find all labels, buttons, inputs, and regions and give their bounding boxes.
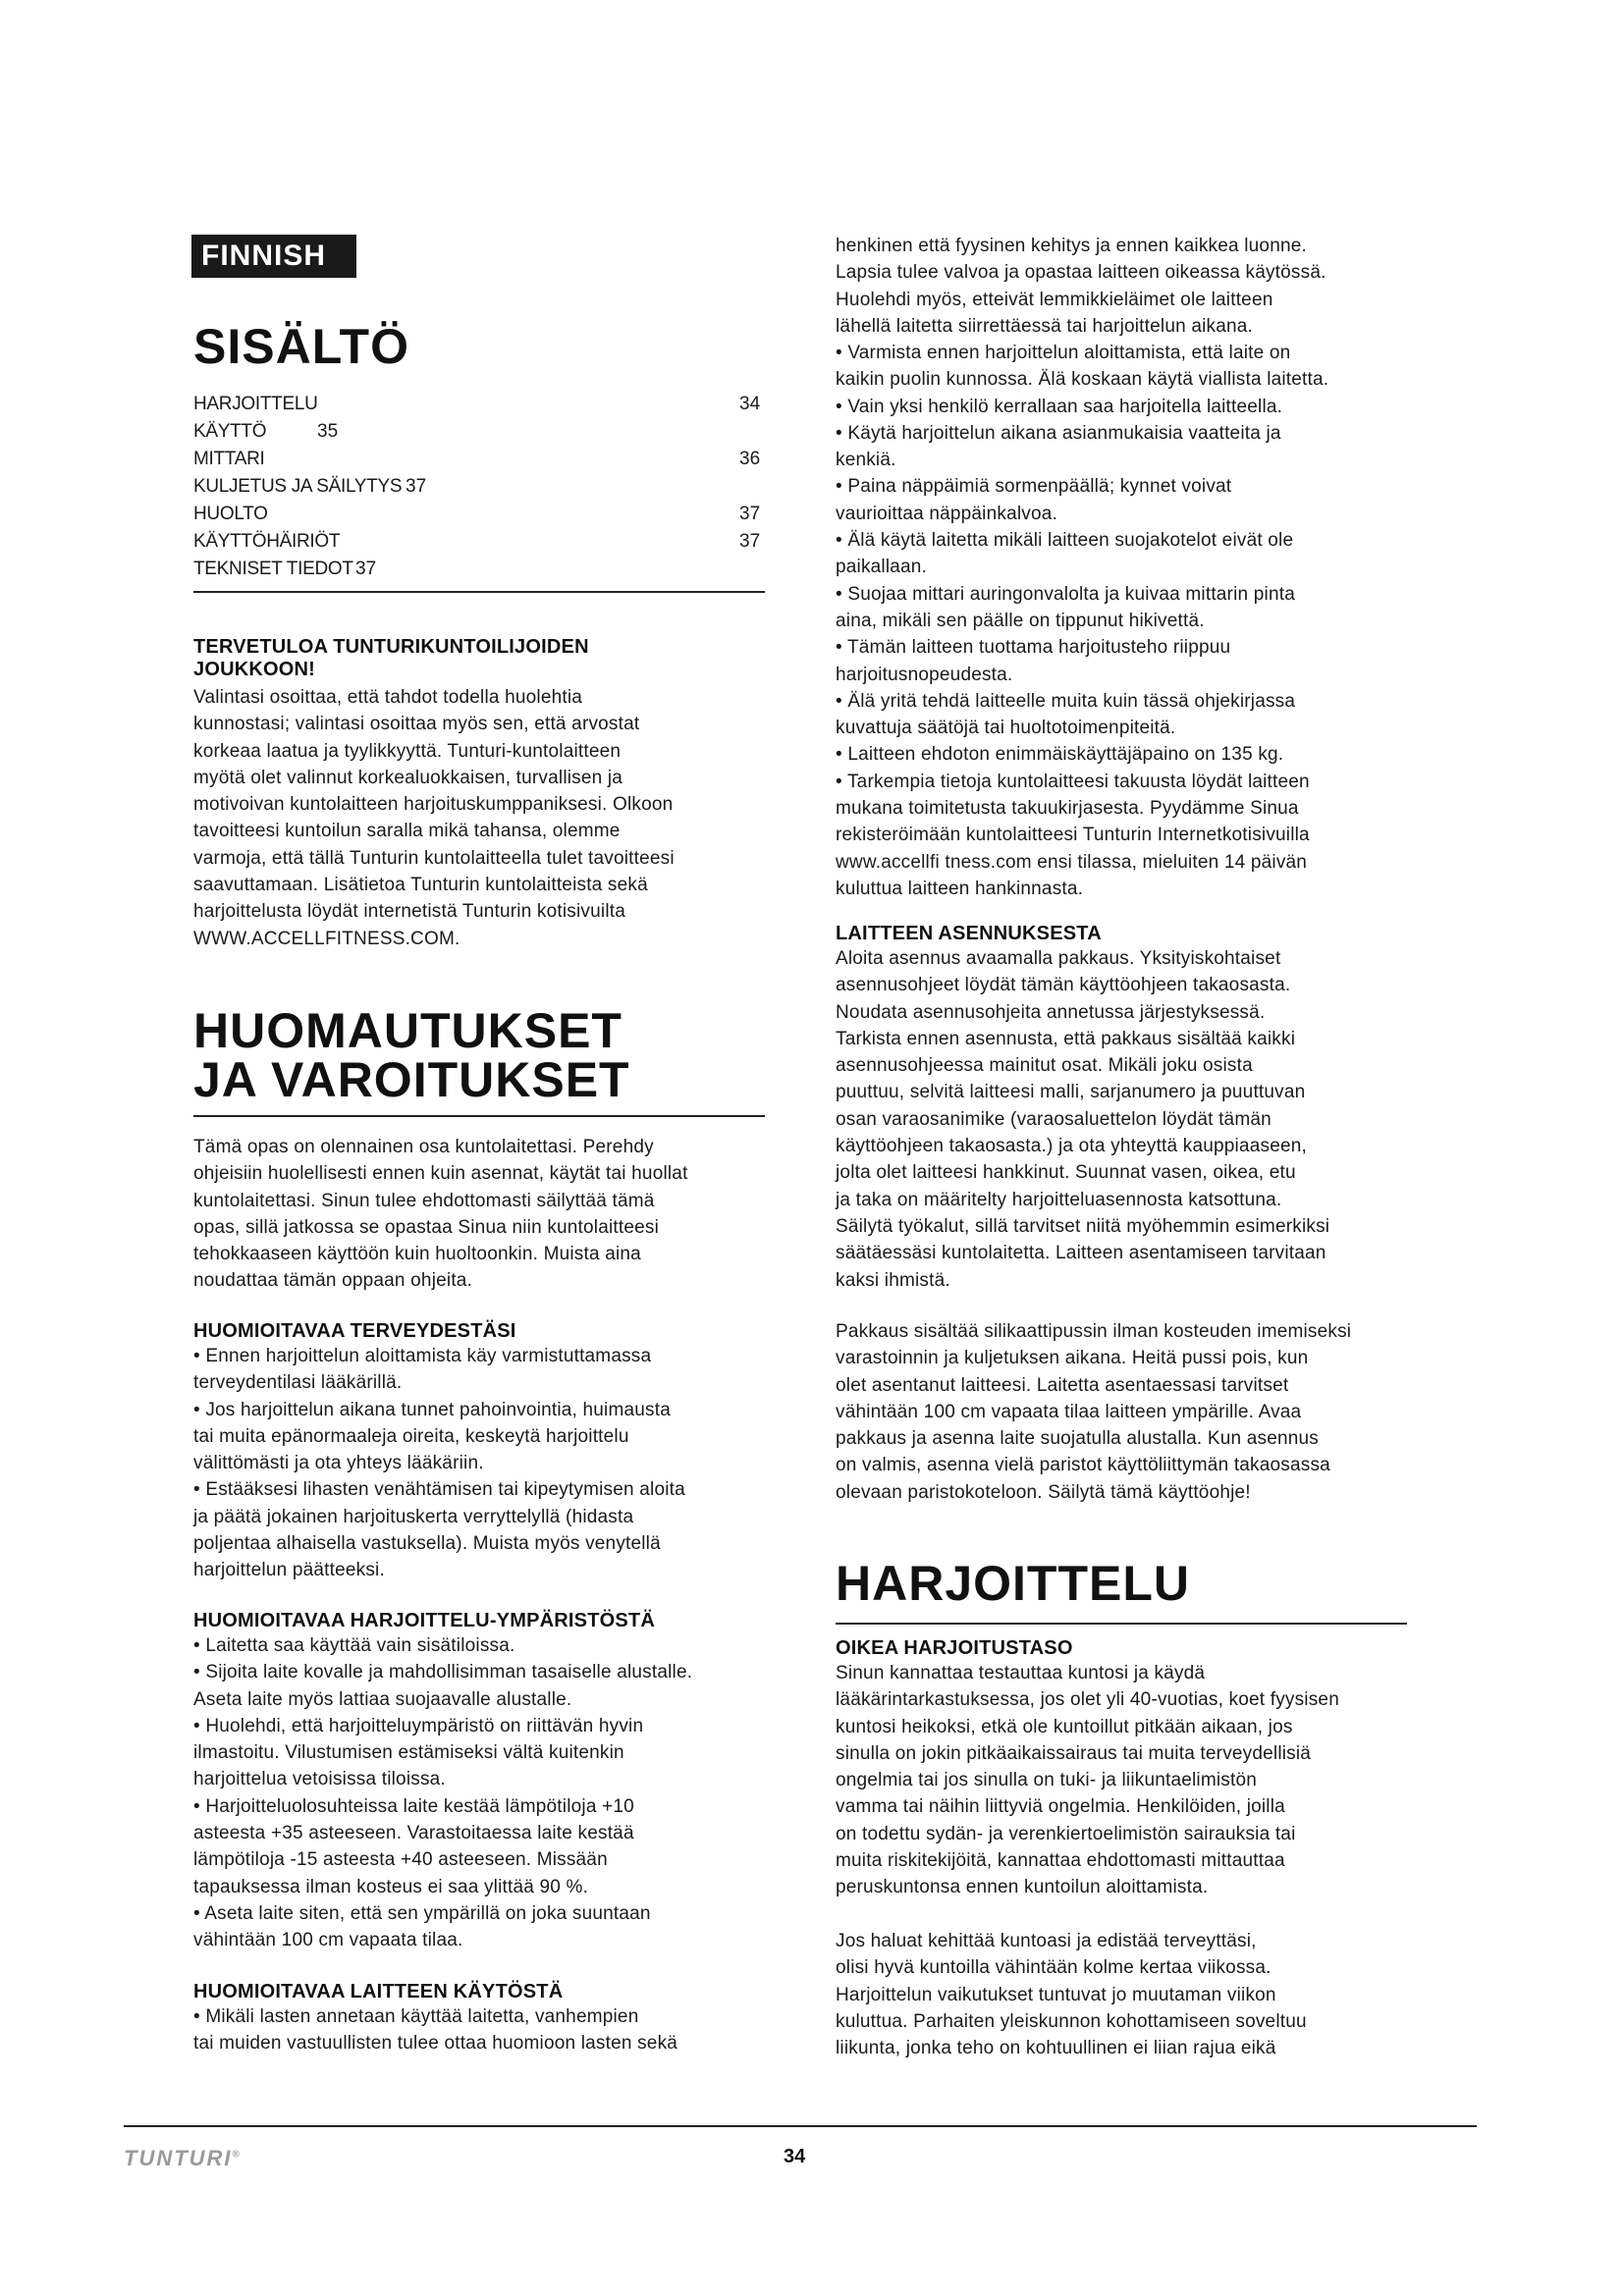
health-list <box>193 1343 783 1584</box>
install-heading: LAITTEEN ASENNUKSESTA <box>836 923 1102 944</box>
list-item: • Jos harjoittelun aikana tunnet pahoinvointia, huimausta tai muita epänormaaleja oireita, keskeytä harjoittelu välittömästi ja ota yhteys lääkäriin. <box>193 1399 671 1474</box>
page-number: 34 <box>784 2146 806 2167</box>
use-list <box>836 340 1425 902</box>
toc-item-page: 37 <box>739 531 761 552</box>
welcome-text: Valintasi osoittaa, että tahdot todella huolehtia kunnostasi; valintasi osoittaa myös sen, että arvostat korkeaa laatua ja tyylikkyyttä. Tunturi-kuntolaitteen myötä olet valinnut korkealuokkaisen, turvallisen ja motivoivan kuntolaitteen harjoituskumppaniksesi. Olkoon tavoitteesi kuntoilun saralla mikä tahansa, olemme varmoja, että tällä Tunturin kuntolaitteella tulet tavoitteesi saavuttamaan. Lisätietoa Tunturin kuntolaitteista sekä harjoittelusta löydät internetistä Tunturin kotisivuilta WWW.ACCELLFITNESS.COM. <box>193 687 675 949</box>
list-item: • Laitteen ehdoton enimmäiskäyttäjäpaino on 135 kg. <box>836 744 1284 766</box>
language-badge: FINNISH <box>191 235 356 278</box>
exercise-divider <box>836 1623 1407 1625</box>
exercise-title: HARJOITTELU <box>836 1556 1190 1611</box>
welcome-heading: TERVETULOA TUNTURIKUNTOILIJOIDEN JOUKKOON! <box>193 636 589 680</box>
list-item: • Aseta laite siten, että sen ympärillä on joka suuntaan vähintään 100 cm vapaata tilaa. <box>193 1902 651 1951</box>
toc-item-label[interactable]: HARJOITTELU <box>193 394 318 414</box>
notes-intro: Tämä opas on olennainen osa kuntolaitettasi. Perehdy ohjeisiin huolellisesti ennen kuin asennat, käytät tai huollat kuntolaitettasi. Sinun tulee ehdottomasti säilyttää tämä opas, sillä jatkossa se opastaa Sinua niin kuntolaitteesi tehokkaaseen käyttöön kuin huoltoonkin. Muista aina noudattaa tämän oppaan ohjeita. <box>193 1137 688 1292</box>
exercise-text: Sinun kannattaa testauttaa kuntosi ja käydä lääkärintarkastuksessa, jos olet yli 40-vuotias, koet fyysisen kuntosi heikoksi, etkä ole kuntoillut pitkään aikaan, jos sinulla on jokin pitkäaikaissairaus tai muita terveydellisiä ongelmia tai jos sinulla on tuki- ja liikuntaelimistön vamma tai näihin liittyviä ongelmia. Henkilöiden, joilla on todettu sydän- ja verenkiertoelimistön sairauksia tai muita riskitekijöitä, kannattaa ehdottomasti mittauttaa peruskuntonsa ennen kuntoilun aloittamista. <box>836 1663 1339 1898</box>
toc-item-label[interactable]: MITTARI <box>193 449 265 469</box>
brand-name: TUNTURI <box>124 2146 233 2170</box>
toc-item-label[interactable]: HUOLTO <box>193 504 268 524</box>
brand-logo <box>124 2146 240 2171</box>
toc-title: SISÄLTÖ <box>193 319 409 374</box>
toc-item-page: 37 <box>739 504 761 524</box>
list-item: • Käytä harjoittelun aikana asianmukaisia vaatteita ja kenkiä. <box>836 422 1281 471</box>
list-item: • Ennen harjoittelun aloittamista käy varmistuttamassa terveydentilasi lääkärillä. <box>193 1346 652 1394</box>
list-item: • Tämän laitteen tuottama harjoitusteho riippuu harjoitusnopeudesta. <box>836 637 1231 685</box>
toc-item-label[interactable]: TEKNISET TIEDOT <box>193 559 353 579</box>
toc-item-label[interactable]: KÄYTTÖHÄIRIÖT <box>193 531 341 552</box>
notes-divider <box>193 1115 765 1117</box>
registered-mark: ® <box>232 2149 240 2161</box>
list-item: • Varmista ennen harjoittelun aloittamista, että laite on kaikin puolin kunnossa. Älä koskaan käytä viallista laitetta. <box>836 343 1329 391</box>
install-text: Aloita asennus avaamalla pakkaus. Yksityiskohtaiset asennusohjeet löydät tämän käyttöohjeen takaosasta. Noudata asennusohjeita annetussa järjestyksessä. Tarkista ennen asennusta, että pakkaus sisältää kaikki asennusohjeessa mainitut osat. Mikäli joku osista puuttuu, selvitä laitteesi malli, sarjanumero ja puuttuvan osan varaosanimike (varaosaluettelon löydät tämän käyttöohjeen takaosasta.) ja ota yhteyttä kauppiaaseen, jolta olet laitteesi hankkinut. Suunnat vasen, oikea, etu ja taka on määritelty harjoitteluasennosta katsottuna. Säilytä työkalut, sillä tarvitset niitä myöhemmin esimerkiksi säätäessäsi kuntolaitetta. Laitteen asentamiseen tarvitaan kaksi ihmistä. <box>836 948 1330 1291</box>
toc-item-page: 36 <box>739 449 761 469</box>
use-continued: henkinen että fyysinen kehitys ja ennen kaikkea luonne. Lapsia tulee valvoa ja opastaa laitteen oikeassa käytössä. Huolehdi myös, etteivät lemmikkieläimet ole laitteen lähellä laitetta siirrettäessä tai harjoittelun aikana. <box>836 236 1326 337</box>
footer-divider <box>124 2125 1477 2127</box>
toc-item-page: 37 <box>355 559 377 579</box>
list-item: • Estääksesi lihasten venähtämisen tai kipeytymisen aloita ja päätä jokainen harjoituskerta verryttelyllä (hidasta poljentaa alhaisella vastuksella). Muista myös venytellä harjoittelun päätteeksi. <box>193 1479 685 1581</box>
exercise-text-2: Jos haluat kehittää kuntoasi ja edistää terveyttäsi, olisi hyvä kuntoilla vähintään kolme kertaa viikossa. Harjoittelun vaikutukset tuntuvat jo muutaman viikon kuluttua. Parhaiten yleiskunnon kohottamiseen soveltuu liikunta, jonka teho on kohtuullinen ei liian rajua eikä <box>836 1931 1307 2059</box>
toc-item-page: 37 <box>406 476 427 497</box>
list-item: • Vain yksi henkilö kerrallaan saa harjoitella laitteella. <box>836 396 1283 417</box>
environment-list <box>193 1632 783 1954</box>
health-heading: HUOMIOITAVAA TERVEYDESTÄSI <box>193 1320 516 1342</box>
list-item: • Älä käytä laitetta mikäli laitteen suojakotelot eivät ole paikallaan. <box>836 530 1294 578</box>
toc-item-label[interactable]: KÄYTTÖ <box>193 421 267 442</box>
list-item: • Suojaa mittari auringonvalolta ja kuivaa mittarin pinta aina, mikäli sen päälle on tippunut hikivettä. <box>836 583 1295 631</box>
list-item: • Huolehdi, että harjoitteluympäristö on riittävän hyvin ilmastoitu. Vilustumisen estämiseksi vältä kuitenkin harjoittelua vetoisissa tiloissa. <box>193 1715 644 1790</box>
use-intro: • Mikäli lasten annetaan käyttää laitetta, vanhempien tai muiden vastuullisten tulee ottaa huomioon lasten sekä <box>193 2006 678 2055</box>
toc-divider <box>193 591 765 593</box>
toc-item-page: 34 <box>739 394 761 414</box>
list-item: • Harjoitteluolosuhteissa laite kestää lämpötiloja +10 asteesta +35 asteeseen. Varastoitaessa laite kestää lämpötiloja -15 asteesta +40 asteeseen. Missään tapauksessa ilman kosteus ei saa ylittää 90 %. <box>193 1795 634 1897</box>
level-heading: OIKEA HARJOITUSTASO <box>836 1637 1073 1659</box>
use-heading: HUOMIOITAVAA LAITTEEN KÄYTÖSTÄ <box>193 1981 564 2002</box>
environment-heading: HUOMIOITAVAA HARJOITTELU-YMPÄRISTÖSTÄ <box>193 1610 655 1631</box>
list-item: • Laitetta saa käyttää vain sisätiloissa. <box>193 1635 515 1656</box>
install-text-2: Pakkaus sisältää silikaattipussin ilman kosteuden imemiseksi varastoinnin ja kuljetuksen aikana. Heitä pussi pois, kun olet asentanut laitteesi. Laitetta asentaessasi tarvitset vähintään 100 cm vapaata tilaa laitteen ympärille. Avaa pakkaus ja asenna laite suojatulla alustalla. Kun asennus on valmis, asenna vielä paristot käyttöliittymän takaosassa olevaan paristokoteloon. Säilytä tämä käyttöohje! <box>836 1321 1352 1503</box>
list-item: • Tarkempia tietoja kuntolaitteesi takuusta löydät laitteen mukana toimitetusta takuukirjasesta. Pyydämme Sinua rekisteröimään kuntolaitteesi Tunturin Internetkotisivuilla www.accellfi tness.com ensi tilassa, mieluiten 14 päivän kuluttua laitteen hankinnasta. <box>836 771 1310 899</box>
toc-item-page: 35 <box>317 421 339 442</box>
notes-title: HUOMAUTUKSET JA VAROITUKSET <box>193 1003 630 1107</box>
toc-item-label[interactable]: KULJETUS JA SÄILYTYS <box>193 476 403 497</box>
list-item: • Älä yritä tehdä laitteelle muita kuin tässä ohjekirjassa kuvattuja säätöjä tai huoltotoimenpiteitä. <box>836 690 1296 739</box>
list-item: • Sijoita laite kovalle ja mahdollisimman tasaiselle alustalle. Aseta laite myös lattiaa suojaavalle alustalle. <box>193 1662 693 1710</box>
list-item: • Paina näppäimiä sormenpäällä; kynnet voivat vaurioittaa näppäinkalvoa. <box>836 476 1232 524</box>
